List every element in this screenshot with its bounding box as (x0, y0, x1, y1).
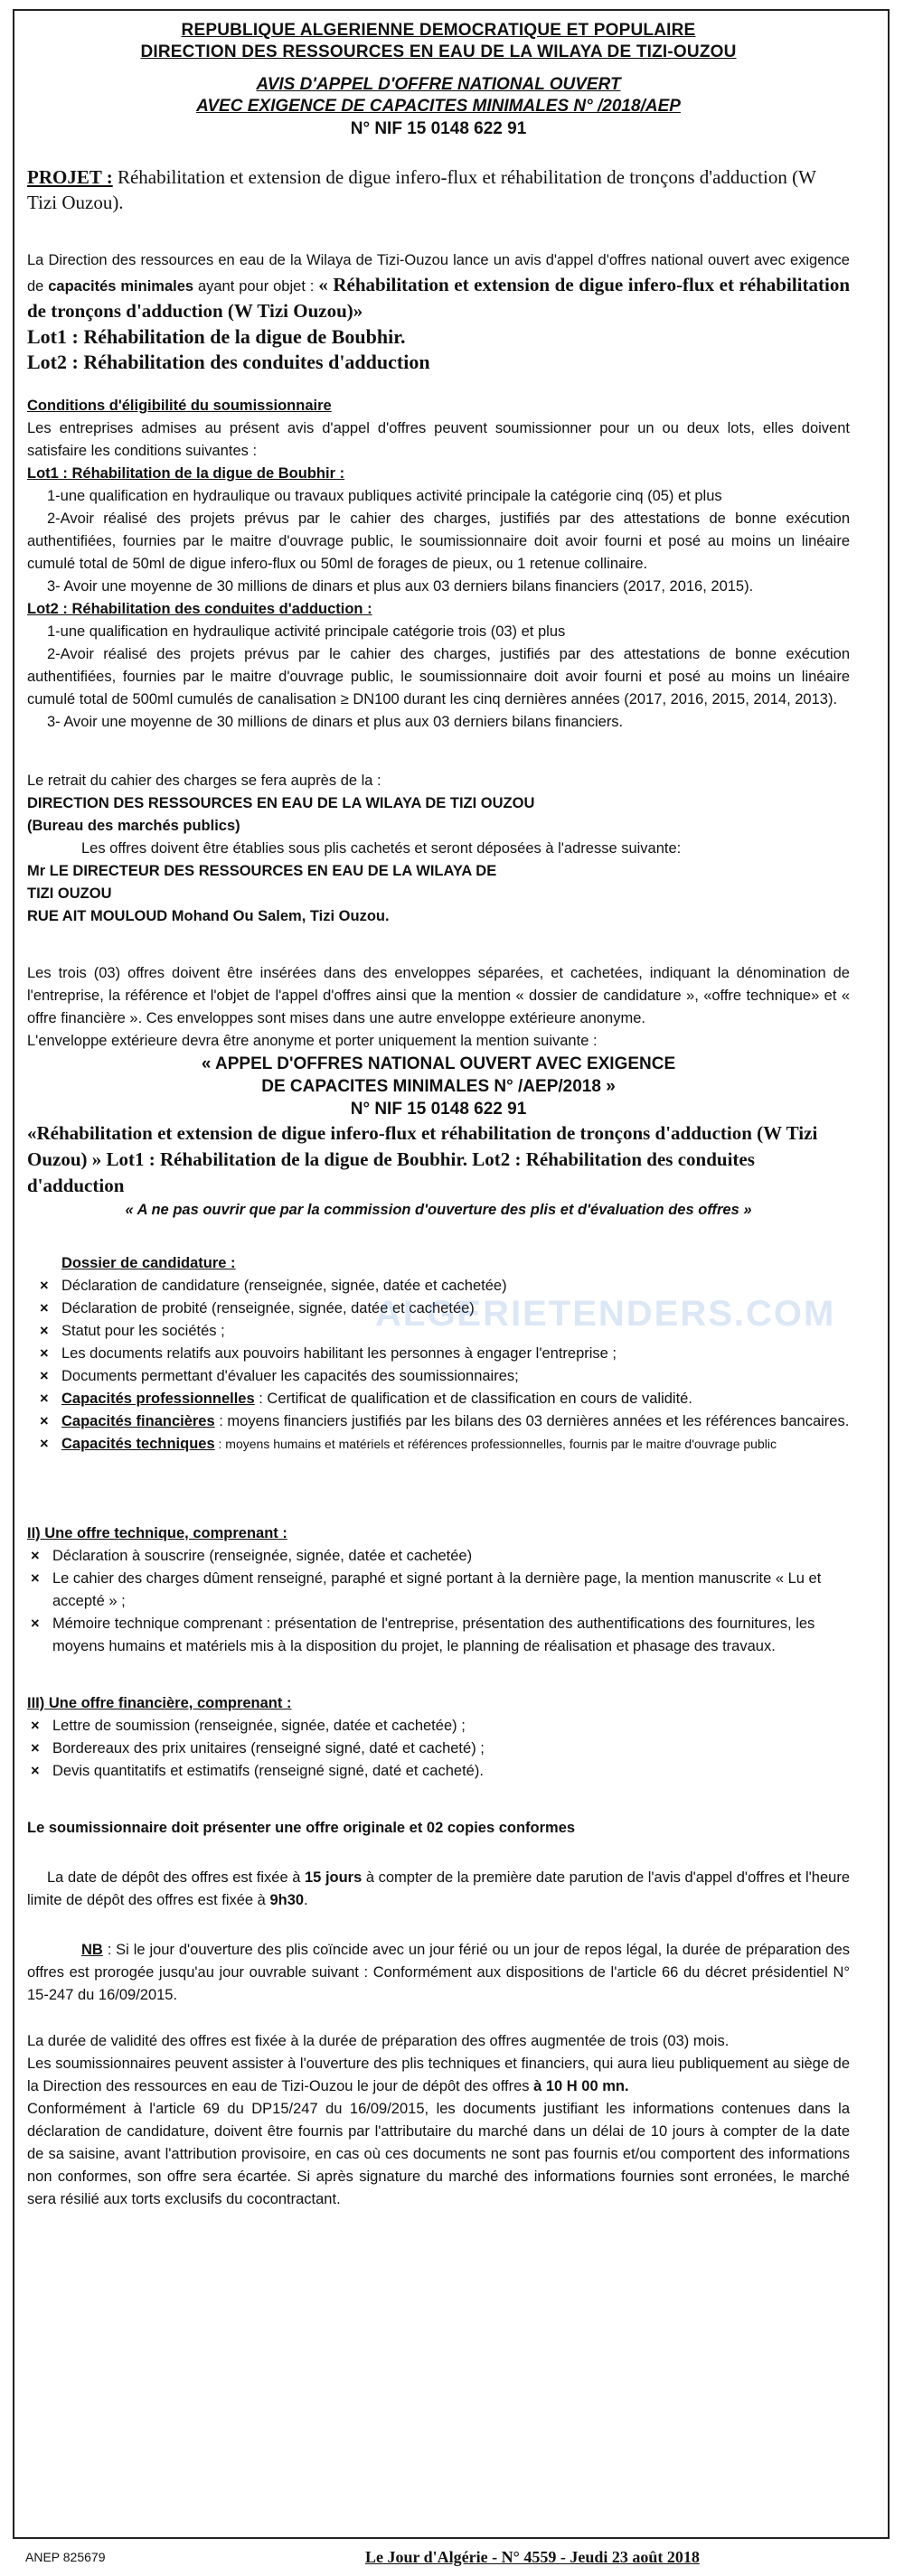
retrait-intro: Le retrait du cahier des charges se fera auprès de la : (27, 773, 381, 789)
enveloppes-section (27, 962, 850, 1222)
nb-paragraph: NB : Si le jour d'ouverture des plis coïncide avec un jour férié ou un jour de repos légal, la durée de préparation des offres est prorogée jusqu'au jour ouvrable suivant : Conformément aux dispositions de l'article 66 du décret présidentiel N° 15-247 du 16/09/2015. (27, 1942, 850, 2003)
lot2-item: 2-Avoir réalisé des projets prévus par le cahier des charges, justifiés par des attestations de bonne exécution authentifiées, fournies par le maitre d'ouvrage public, le soumissionnaire doit avoir fourni et posé au moins un linéaire cumulé total de 500ml cumulés de canalisation ≥ DN100 durant les cinq dernières années (2017, 2016, 2015, 2014, 2013). (27, 646, 850, 707)
journal-reference: Le Jour d'Algérie - N° 4559 - Jeudi 23 août 2018 (365, 2548, 700, 2566)
list-item: × Documents permettant d'évaluer les capacités des soumissionnaires; (40, 1368, 519, 1384)
intro-objet: « Réhabilitation et extension de digue infero-flux et réhabilitation de tronçons d'adduction (W Tizi Ouzou)» (27, 274, 850, 322)
project-label: PROJET : (27, 166, 113, 188)
lot2-title: Lot2 : Réhabilitation des conduites d'adduction : (27, 601, 372, 617)
list-item: × Déclaration de candidature (renseignée, signée, datée et cachetée) (40, 1278, 507, 1294)
intro-lot2: Lot2 : Réhabilitation des conduites d'adduction (27, 351, 430, 373)
list-item: × Capacités professionnelles : Certificat de qualification et de classification en cours de validité. (40, 1391, 692, 1407)
retrait-direction: DIRECTION DES RESSOURCES EN EAU DE LA WILAYA DE TIZI OUZOU (27, 795, 535, 811)
financiere-list (27, 1715, 850, 1783)
mention-objet: «Réhabilitation et extension de digue infero-flux et réhabilitation de tronçons d'adduction (W Tizi Ouzou) » Lot1 : Réhabilitation de la digue de Boubhir. Lot2 : Réhabilitation des conduites d'adduction (27, 1122, 818, 1196)
direction-title: DIRECTION DES RESSOURCES EN EAU DE LA WILAYA DE TIZI-OUZOU (140, 42, 737, 61)
lot1-item: 2-Avoir réalisé des projets prévus par le cahier des charges, justifiés par des attestations de bonne exécution authentifiées, fournies par le maitre d'ouvrage public, le soumissionnaire doit avoir fourni et posé au moins un linéaire cumulé total de 50ml de digue infero-flux ou 50ml de forages de pieux, ou 1 retenue collinaire. (27, 511, 850, 572)
watermark-text: ALGERIETENDERS.COM (375, 1294, 836, 1334)
article-69: Conformément à l'article 69 du DP15/247 du 16/09/2015, les documents justifiant les informations contenues dans la déclaration de candidature, doivent être fournis par l'attributaire du marché dans un délai de 10 jours à compter de la date de sa saisine, avant l'attribution provisoire, en cas où ces documents ne sont pas fournis et/ou comportent des informations non conformes, son offre sera écartée. Si après signature du marché des informations fournies sont erronées, le marché sera résilié aux torts exclusifs du cocontractant. (27, 2101, 850, 2207)
page-footer (0, 2548, 904, 2571)
list-item: × Lettre de soumission (renseignée, signée, datée et cachetée) ; (31, 1718, 466, 1734)
intro-section (27, 249, 850, 375)
retrait-bureau: (Bureau des marchés publics) (27, 818, 240, 834)
technique-list (27, 1545, 850, 1658)
validite-offres: La durée de validité des offres est fixée à la durée de préparation des offres augmentée de trois (03) mois. (27, 2033, 730, 2049)
depot-text: Les offres doivent être établies sous plis cachetés et seront déposées à l'adresse suivante: (81, 840, 682, 857)
list-item: × Le cahier des charges dûment renseigné, paraphé et signé portant à la dernière page, la mention manuscrite « Lu et accepté » ; (31, 1570, 822, 1609)
conditions-title: Conditions d'éligibilité du soumissionnaire (27, 398, 332, 414)
financiere-section (27, 1692, 850, 1783)
nif-number: N° NIF 15 0148 622 91 (350, 119, 527, 138)
dossier-section (27, 1252, 850, 1456)
dossier-list (36, 1275, 850, 1456)
mention-line1: « APPEL D'OFFRES NATIONAL OUVERT AVEC EXIGENCE (201, 1054, 676, 1073)
avis-subtitle: AVEC EXIGENCE DE CAPACITES MINIMALES N° /2018/AEP (196, 97, 681, 116)
intro-paragraph (27, 249, 850, 324)
closing-section (27, 1817, 850, 2211)
list-item: × Déclaration de probité (renseignée, signée, datée et cachetée) (40, 1300, 475, 1316)
enveloppe-ext: L'enveloppe extérieure devra être anonyme et porter uniquement la mention suivante : (27, 1033, 598, 1049)
lot1-title: Lot1 : Réhabilitation de la digue de Boubhir : (27, 465, 345, 482)
list-item: × Bordereaux des prix unitaires (renseigné signé, daté et cacheté) ; (31, 1740, 485, 1756)
mention-line2: DE CAPACITES MINIMALES N° /AEP/2018 » (261, 1077, 616, 1096)
anep-number: ANEP 825679 (25, 2550, 106, 2564)
enveloppes-text: Les trois (03) offres doivent être insérées dans des enveloppes séparées, et cachetées, indiquant la dénomination de l'entreprise, la référence et l'objet de l'appel d'offres ainsi que la mention « dossier de candidature », «offre technique» et « offre financière ». Ces enveloppes sont mises dans une autre enveloppe extérieure anonyme. (27, 965, 850, 1026)
address-line1: Mr LE DIRECTEUR DES RESSOURCES EN EAU DE LA WILAYA DE (27, 863, 497, 879)
financiere-title: III) Une offre financière, comprenant : (27, 1695, 292, 1711)
list-item: × Statut pour les sociétés ; (40, 1323, 225, 1339)
list-item: × Déclaration à souscrire (renseignée, signée, datée et cachetée) (31, 1548, 473, 1564)
lot2-item: 1-une qualification en hydraulique activité principale catégorie trois (03) et plus (47, 623, 566, 640)
original-copies: Le soumissionnaire doit présenter une offre originale et 02 copies conformes (27, 1820, 576, 1836)
notice-header (27, 20, 850, 141)
retrait-section (27, 770, 850, 928)
list-item: × Les documents relatifs aux pouvoirs habilitant les personnes à engager l'entreprise ; (40, 1345, 617, 1362)
intro-text: La Direction des ressources en eau de la Wilaya de Tizi-Ouzou lance un avis d'appel d'offres national ouvert avec exigence de (27, 252, 850, 295)
address-line3: RUE AIT MOULOUD Mohand Ou Salem, Tizi Ouzou. (27, 908, 390, 924)
technique-section (27, 1522, 850, 1658)
date-depot: La date de dépôt des offres est fixée à 15 jours à compter de la première date parution de l'avis d'appel d'offres et l'heure limite de dépôt des offres est fixée à 9h30. (27, 1869, 850, 1908)
list-item: × Mémoire technique comprenant : présentation de l'entreprise, présentation des authentifications des fournitures, les moyens humains et matériels mis à la disposition du projet, le planning de réalisation et phasage des travaux. (31, 1616, 815, 1654)
mention-ne-pas-ouvrir: « A ne pas ouvrir que par la commission d'ouverture des plis et d'évaluation des offres » (125, 1202, 752, 1218)
list-item: × Capacités techniques : moyens humains et matériels et références professionnelles, fournis par le maitre d'ouvrage public (40, 1436, 777, 1452)
lot1-item: 3- Avoir une moyenne de 30 millions de dinars et plus aux 03 derniers bilans financiers (2017, 2016, 2015). (47, 578, 754, 595)
intro-lot1: Lot1 : Réhabilitation de la digue de Boubhir. (27, 325, 406, 348)
mention-nif: N° NIF 15 0148 622 91 (350, 1100, 527, 1119)
ouverture-plis: Les soumissionnaires peuvent assister à l'ouverture des plis techniques et financiers, qui aura lieu publiquement au siège de la Direction des ressources en eau de Tizi-Ouzou le jour de dépôt des offres à 10 H 00 mn. (27, 2056, 850, 2094)
project-line (27, 164, 850, 215)
lot1-item: 1-une qualification en hydraulique ou travaux publiques activité principale la catégorie cinq (05) et plus (47, 488, 722, 504)
technique-title: II) Une offre technique, comprenant : (27, 1525, 287, 1541)
list-item: × Capacités financières : moyens financiers justifiés par les bilans des 03 dernières années et les références bancaires. (40, 1413, 850, 1429)
list-item: × Devis quantitatifs et estimatifs (renseigné signé, daté et cacheté). (31, 1763, 484, 1779)
lot2-item: 3- Avoir une moyenne de 30 millions de dinars et plus aux 03 derniers bilans financiers. (47, 714, 624, 730)
conditions-section (27, 395, 850, 734)
conditions-intro: Les entreprises admises au présent avis d'appel d'offres peuvent soumissionner pour un ou deux lots, elles doivent satisfaire les conditions suivantes : (27, 420, 850, 459)
notice-content (27, 20, 850, 2211)
intro-capacites: capacités minimales (48, 278, 194, 295)
address-line2: TIZI OUZOU (27, 885, 112, 902)
project-text: Réhabilitation et extension de digue infero-flux et réhabilitation de tronçons d'adduction (W Tizi Ouzou). (27, 166, 816, 213)
intro-objet-label: ayant pour objet : (193, 278, 319, 295)
avis-title: AVIS D'APPEL D'OFFRE NATIONAL OUVERT (256, 75, 621, 94)
republic-title: REPUBLIQUE ALGERIENNE DEMOCRATIQUE ET POPULAIRE (181, 21, 696, 40)
dossier-title: Dossier de candidature : (61, 1255, 236, 1271)
